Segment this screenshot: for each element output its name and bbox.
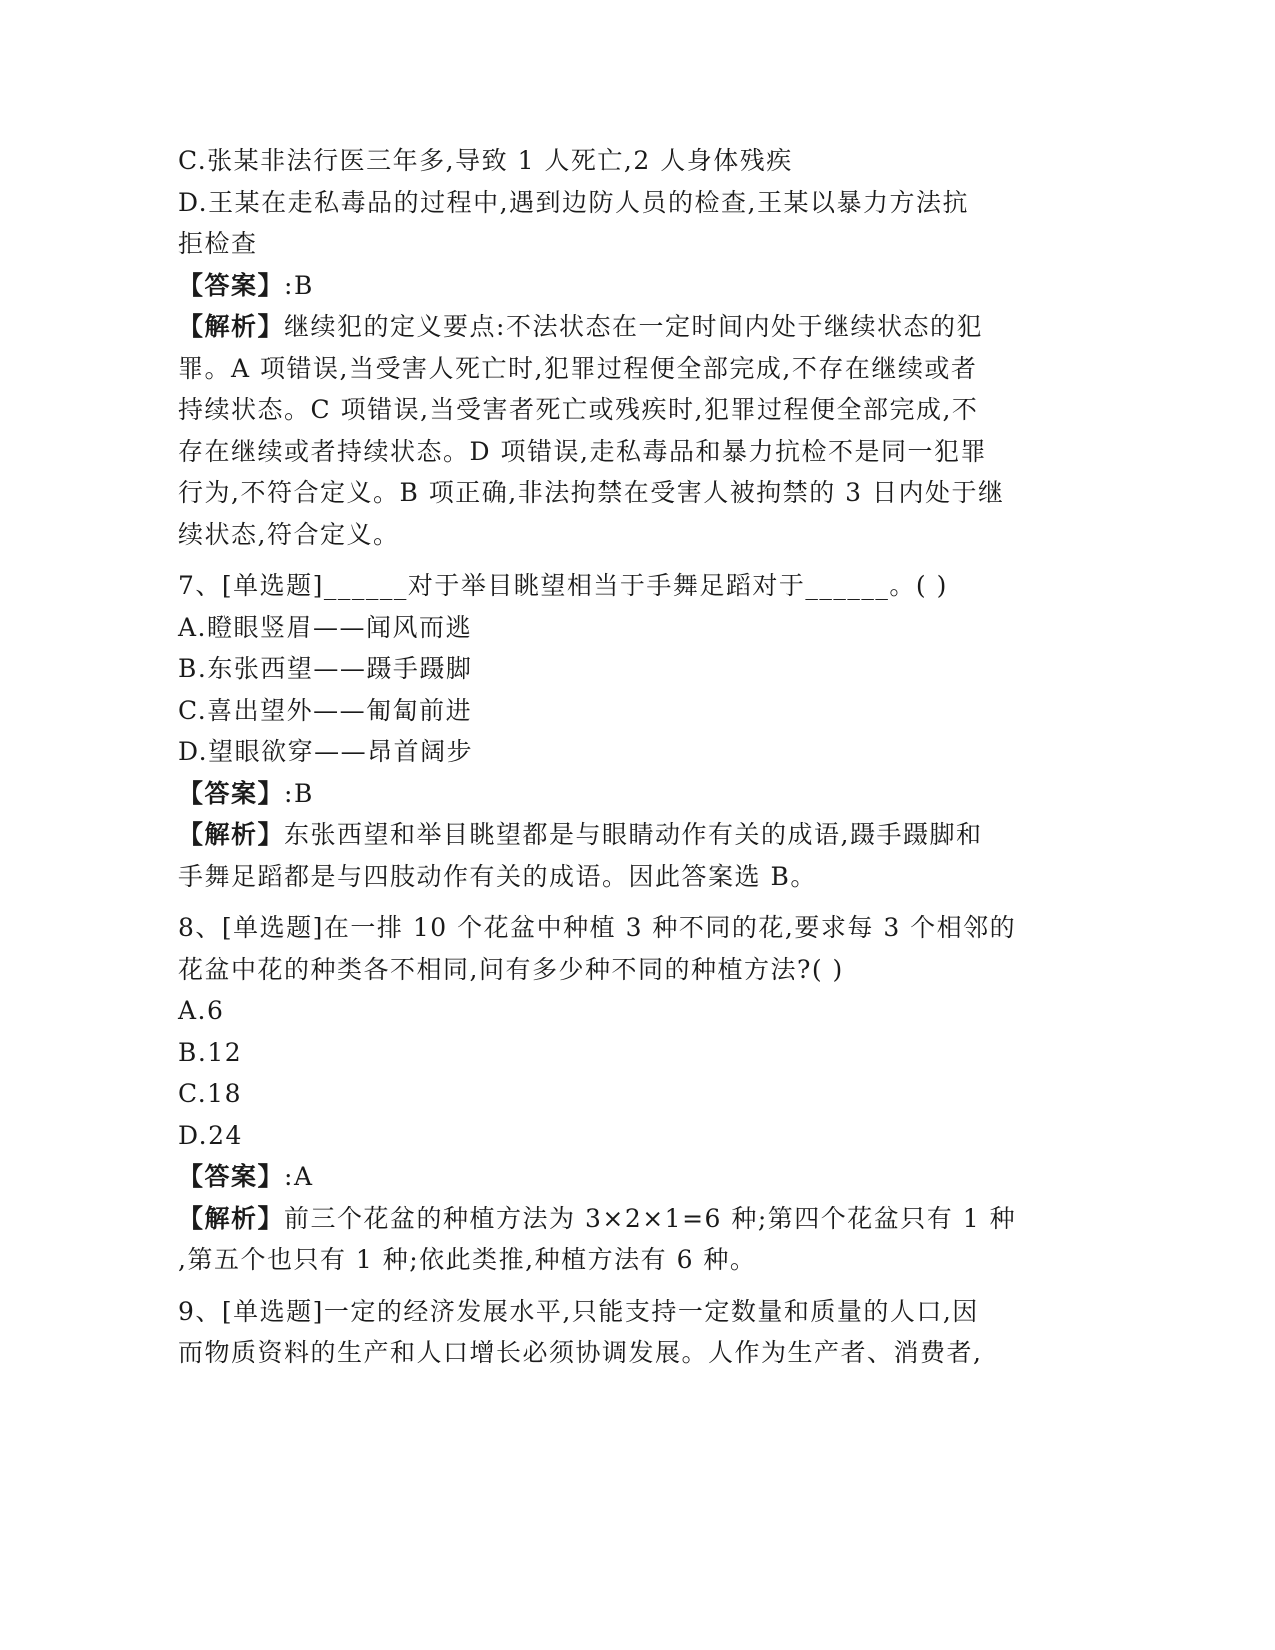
q6-answer	[178, 265, 1078, 307]
question-7	[178, 565, 1078, 897]
answer-label: 【答案】	[178, 778, 285, 808]
analysis-label: 【解析】	[178, 820, 285, 849]
q7-analysis-line: 手舞足蹈都是与四肢动作有关的成语。因此答案选 B。	[178, 861, 817, 891]
q8-option-c: C.18	[178, 1079, 242, 1108]
q6-analysis-line: 持续状态。C 项错误,当受害者死亡或残疾时,犯罪过程便全部完成,不	[178, 395, 979, 424]
answer-label: 【答案】	[178, 1162, 285, 1191]
analysis-label: 【解析】	[178, 312, 285, 341]
q6-analysis-line: 罪。A 项错误,当受害人死亡时,犯罪过程便全部完成,不存在继续或者	[178, 353, 978, 383]
answer-value: :B	[284, 778, 314, 808]
q6-analysis-line: 行为,不符合定义。B 项正确,非法拘禁在受害人被拘禁的 3 日内处于继	[178, 478, 1005, 507]
q6-option-d-line2: 拒检查	[178, 229, 258, 258]
q7-option-d: D.望眼欲穿——昂首阔步	[178, 737, 474, 766]
q6-option-c: C.张某非法行医三年多,导致 1 人死亡,2 人身体残疾	[178, 146, 793, 175]
answer-value: :A	[284, 1162, 314, 1191]
q7-answer	[178, 773, 1078, 815]
answer-value: :B	[284, 270, 314, 300]
answer-label: 【答案】	[178, 270, 285, 300]
q8-option-d: D.24	[178, 1120, 243, 1150]
q8-analysis-line: ,第五个也只有 1 种;依此类推,种植方法有 6 种。	[178, 1245, 757, 1274]
q9-question-line: 9、[单选题]一定的经济发展水平,只能支持一定数量和质量的人口,因	[178, 1296, 979, 1326]
q9-question-line: 而物质资料的生产和人口增长必须协调发展。人作为生产者、消费者,	[178, 1338, 983, 1367]
q6-analysis-line: 存在继续或者持续状态。D 项错误,走私毒品和暴力抗检不是同一犯罪	[178, 436, 987, 466]
q6-option-d-line1: D.王某在走私毒品的过程中,遇到边防人员的检查,王某以暴力方法抗	[178, 187, 969, 217]
q7-option-a: A.瞪眼竖眉——闻风而逃	[178, 612, 473, 642]
question-9	[178, 1291, 1078, 1374]
question-6-tail	[178, 140, 1078, 555]
q7-analysis-line: 【解析】东张西望和举目眺望都是与眼睛动作有关的成语,蹑手蹑脚和	[178, 820, 983, 849]
q8-option-a: A.6	[178, 996, 225, 1025]
q7-option-c: C.喜出望外——匍匐前进	[178, 695, 473, 725]
q8-question-line: 8、[单选题]在一排 10 个花盆中种植 3 种不同的花,要求每 3 个相邻的	[178, 913, 1017, 942]
analysis-label: 【解析】	[178, 1203, 285, 1233]
q8-analysis-line: 【解析】前三个花盆的种植方法为 3×2×1=6 种;第四个花盆只有 1 种	[178, 1203, 1017, 1233]
q6-analysis-line: 【解析】继续犯的定义要点:不法状态在一定时间内处于继续状态的犯	[178, 312, 983, 341]
document-page	[178, 140, 1078, 1374]
q6-analysis-line: 续状态,符合定义。	[178, 519, 400, 549]
q7-option-b: B.东张西望——蹑手蹑脚	[178, 654, 473, 683]
question-8	[178, 907, 1078, 1281]
q8-option-b: B.12	[178, 1037, 243, 1067]
q7-question: 7、[单选题]______对于举目眺望相当于手舞足蹈对于______。( )	[178, 571, 948, 600]
q8-question-line: 花盆中花的种类各不相同,问有多少种不同的种植方法?( )	[178, 954, 844, 984]
q8-answer	[178, 1156, 1078, 1198]
